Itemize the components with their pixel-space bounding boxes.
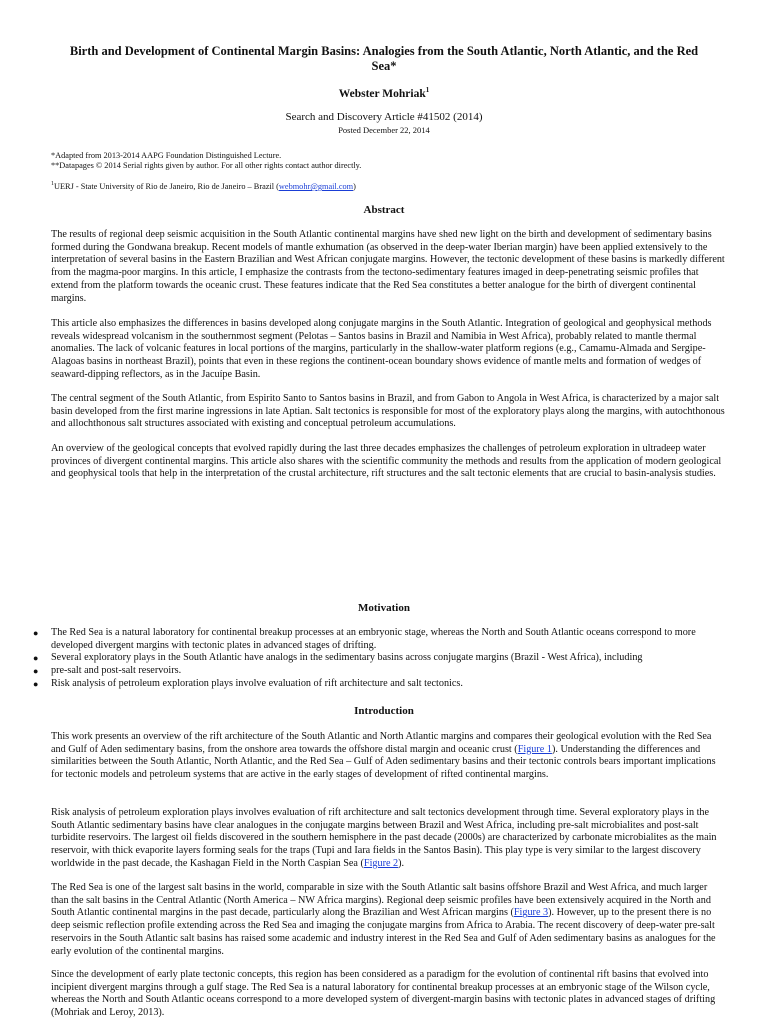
text-run: ). Understanding the differences and similarities between the South Atlantic, North Atlantic, and the Red Sea – Gulf of Aden sedimentary basins and their tectonic controls bears important implications for tectonic models and petroleum systems that are active in the early stages of development of rifted continental margins. xyxy=(51,743,716,781)
abstract-heading: Abstract xyxy=(363,204,405,216)
bullet-marker: ● xyxy=(33,678,39,689)
paper-title: Birth and Development of Continental Margin Basins: Analogies from the South Atlantic, North Atlantic, and the Red Sea* xyxy=(69,44,699,73)
paragraph-text xyxy=(51,807,726,871)
affiliation-mark: 1 xyxy=(51,181,54,187)
affiliation-text: UERJ - State University of Rio de Janeiro, Rio de Janeiro – Brazil ( xyxy=(54,181,279,191)
text-run: ). However, up to the present there is no deep seismic reflection profile extending across the Red Sea and imaging the conjugate margins from Africa to Arabia. The recent discovery of deep-water pre-salt reservoirs in the South Atlantic salt basins has raised some academic and industry interest in the Red Sea and Gulf of Aden sedimentary basins as analogues for the early evolution of the continental margins. xyxy=(51,907,716,957)
bullet-marker: ● xyxy=(33,666,39,677)
list-item-text: pre-salt and post-salt reservoirs. xyxy=(51,665,182,677)
author-name: Webster Mohriak xyxy=(338,87,426,100)
affiliation-note xyxy=(51,179,356,192)
abstract-paragraph-1 xyxy=(51,229,726,305)
paragraph-text: An overview of the geological concepts that evolved rapidly during the last three decades emphasizes the challenges of petroleum exploration in ultradeep water provinces of divergent continental margins. This article also shares with the scientific community the methods and results from the application of modern geological and geophysical tools that help in the interpretation of the crustal architecture, rift structures and the salt tectonic elements that are crucial to basin-analysis studies. xyxy=(51,443,722,480)
intro-paragraph-1 xyxy=(51,731,726,782)
intro-paragraph-4 xyxy=(51,969,726,1020)
list-item-text: Several exploratory plays in the South Atlantic have analogs in the sedimentary basins across conjugate margins (Brazil - West Africa), including xyxy=(51,652,643,664)
list-item-text: The Red Sea is a natural laboratory for continental breakup processes at an embryonic stage, whereas the North and South Atlantic oceans correspond to more developed divergent margins with tectonic plates in advanced stages of drifting. xyxy=(51,627,696,651)
author-affiliation-mark: 1 xyxy=(425,86,430,94)
paragraph-text: The results of regional deep seismic acquisition in the South Atlantic continental margins have shed new light on the birth and development of sedimentary basins formed during the Gondwana breakup. Recent models of mantle exhumation (as observed in the deep-water Iberian margin) have been applied extensively to the interpretation of several basins in the Eastern Brazilian and West African conjugate margins. However, the tectonic development of these basins is markedly different from the magma-poor margins. In this article, I emphasize the contrasts from the tectono-sedimentary features imaged in deep-penetrating seismic profiles that extend from the platform towards the oceanic crust. These features indicate that the Red Sea constitutes a better analogue for the birth of divergent continental margins. xyxy=(51,229,725,304)
text-run: The Red Sea is one of the largest salt basins in the world, comparable in size with the South Atlantic salt basins offshore Brazil and West Africa, and much larger than the salt basins in the Central Atlantic (North America – NW Africa margins). Regional deep seismic profiles have been extensively acquired in the North and South Atlantic continental margins in the past decade, particularly along the Brazilian and West African margins ( xyxy=(51,882,711,919)
list-item xyxy=(33,652,726,665)
author-line xyxy=(0,86,768,100)
posted-date: Posted December 22, 2014 xyxy=(338,125,430,135)
figure-3-link[interactable]: Figure 3 xyxy=(513,907,549,919)
text-run: ). xyxy=(398,857,405,869)
paragraph-text: This article also emphasizes the differences in basins developed along conjugate margins in the South Atlantic. Integration of geological and geophysical methods reveals widespread volcanism in the southernmost segment (Pelotas – Santos basins in Brazil and Namibia in West Africa), probably related to mantle thermal anomalies. The lack of volcanic features in local portions of the margins, particularly in the shallow-water platform regions (e.g., Camamu-Almada and Sergipe-Alagoas basins in northeast Brazil), points that even in these regions the continent-ocean boundary shows evidence of mantle melts and formation of wedges of seaward-dipping reflectors, as in the Jacuípe Basin. xyxy=(51,318,712,380)
bullet-marker: ● xyxy=(33,628,39,638)
list-item xyxy=(33,627,726,652)
text-run: This work presents an overview of the rift architecture of the South Atlantic and North Atlantic margins and compares their geological evolution with the Red Sea and Gulf of Aden sedimentary basins, from the onshore area towards the offshore distal margin and oceanic crust ( xyxy=(51,731,712,755)
intro-paragraph-2 xyxy=(51,807,726,871)
motivation-list xyxy=(33,627,726,691)
paragraph-text xyxy=(51,882,726,958)
article-reference: Search and Discovery Article #41502 (2014) xyxy=(285,111,483,123)
abstract-paragraph-4 xyxy=(51,443,726,481)
author-email-link[interactable]: webmohr@gmail.com xyxy=(278,181,354,191)
paragraph-text: The central segment of the South Atlantic, from Espirito Santo to Santos basins in Brazil, and from Gabon to Angola in West Africa, is characterized by a major salt basin developed from the first marine ingressions in late Aptian. Salt tectonics is responsible for most of the exploratory plays along the margins, with autochthonous and allochthonous salt structures associated with existing and conceptual petroleum accumulations. xyxy=(51,393,725,430)
bullet-marker: ● xyxy=(33,653,39,664)
introduction-heading: Introduction xyxy=(354,705,414,717)
figure-2-link[interactable]: Figure 2 xyxy=(363,857,399,869)
paragraph-text xyxy=(51,731,726,782)
motivation-heading: Motivation xyxy=(358,602,410,614)
footnote-datapages: **Datapages © 2014 Serial rights given by author. For all other rights contact author directly. xyxy=(51,161,362,170)
figure-1-link[interactable]: Figure 1 xyxy=(517,743,552,755)
footnote-adapted: *Adapted from 2013-2014 AAPG Foundation Distinguished Lecture. xyxy=(51,151,282,160)
list-item xyxy=(33,665,726,678)
abstract-paragraph-2 xyxy=(51,318,726,382)
text-run: Risk analysis of petroleum exploration plays involves evaluation of rift architecture and salt tectonics development through time. Several exploratory plays in the South Atlantic sedimentary basins have clear analogues in the conjugate margins between Brazil and West Africa, including pre-salt microbialites and post-salt turbidite reservoirs. The largest oil fields discovered in the southern hemisphere in the past decade (2000s) are characterized by carbonate microbialites as the main reservoir, with thick evaporite layers forming seals for the traps (Tupi and Iara fields in the Santos Basin). This play type is very similar to the largest discovery worldwide in the past decade, the Kashagan Field in the North Caspian Sea ( xyxy=(51,807,717,869)
list-item xyxy=(33,677,726,691)
affiliation-close: ) xyxy=(353,181,356,191)
intro-paragraph-3 xyxy=(51,882,726,958)
paragraph-text: Since the development of early plate tectonic concepts, this region has been considered as a paradigm for the evolution of continental rift basins that evolved into incipient divergent margins through a gulf stage. The Red Sea is a natural laboratory for continental breakup processes at an embryonic stage of the Wilson cycle, whereas the North and South Atlantic oceans correspond to a more developed system of divergent-margin basins with tectonic plates in advanced stages of drifting (Mohriak and Leroy, 2013). xyxy=(51,969,716,1019)
list-item-text: Risk analysis of petroleum exploration plays involve evaluation of rift architecture and salt tectonics. xyxy=(51,677,463,689)
abstract-paragraph-3 xyxy=(51,393,726,431)
